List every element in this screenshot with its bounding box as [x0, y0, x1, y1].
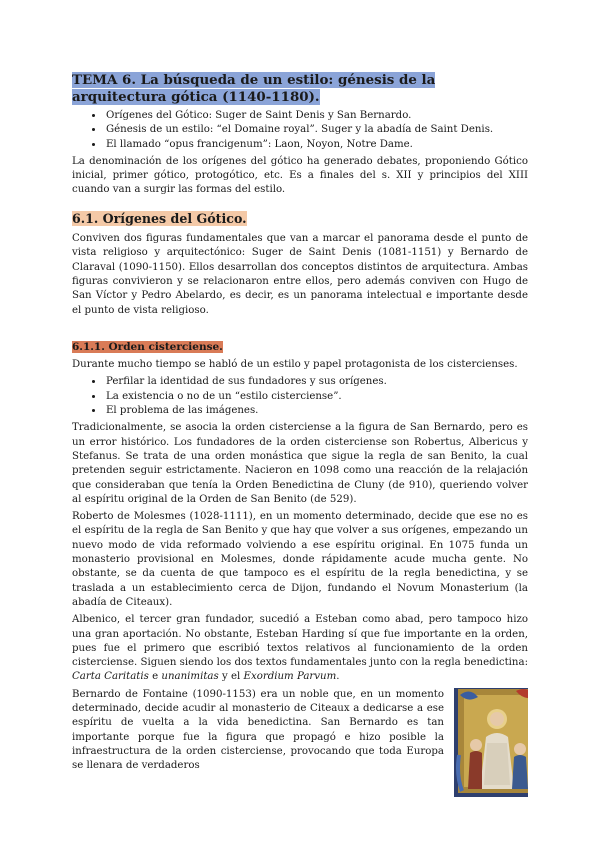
body-paragraph: Roberto de Molesmes (1028-1111), en un momento determinado, decide que ese no es el espíritu de la regla de San Benito y que hay que volver a sus orígenes, empezando un nuevo modo de vida reformado volviendo a ese espíritu original. En 1075 funda un monasterio provisional en Molesmes, donde rápidamente acude mucha gente. No obstante, se da cuenta de que tampoco es el espíritu de la regla benedictina, y se traslada a un establecimiento cerca de Dijon, fundando el Novum Monasterium (la abadía de Citeaux).	[72, 511, 528, 608]
page-title: TEMA 6. La búsqueda de un estilo: génesis de la arquitectura gótica (1140-1180).	[72, 72, 436, 105]
list-item: • Génesis de un estilo: “el Domaine royal”. Suger y la abadía de Saint Denis.	[104, 123, 528, 137]
list-item: • El problema de las imágenes.	[104, 404, 528, 418]
list-item: • El llamado “opus francigenum”: Laon, Noyon, Notre Dame.	[104, 138, 528, 152]
subsection-lead: Durante mucho tiempo se habló de un estilo y papel protagonista de los cistercienses.	[72, 359, 518, 371]
illuminated-manuscript-image	[454, 688, 528, 797]
list-item: • Orígenes del Gótico: Suger de Saint Denis y San Bernardo.	[104, 109, 528, 123]
document-page	[72, 72, 528, 797]
body-paragraph: Bernardo de Fontaine (1090-1153) era un noble que, en un momento determinado, decide acudir al monasterio de Citeaux a dedicarse a ese espíritu de vuelta a la vida benedictina. San Bernardo es tan importante porque fue la figura que propagó e hizo posible la infraestructura de la orden cisterciense, provocando que toda Europa se llenara de verdaderos	[72, 688, 444, 772]
section-heading: 6.1. Orígenes del Gótico.	[72, 210, 247, 226]
list-item: • La existencia o no de un “estilo cisterciense”.	[104, 390, 528, 404]
figure-wrap	[72, 688, 528, 797]
body-paragraph: Tradicionalmente, se asocia la orden cisterciense a la figura de San Bernardo, pero es un error histórico. Los fundadores de la orden cisterciense son Robertus, Albericus y Stefanus. Se trata de una orden monástica que sigue la regla de san Benito, la cual pretenden seguir estrictamente. Nacieron en 1098 como una reacción de la relajación que consideraban que tenía la Orden Benedictina de Cluny (de 910), queriendo volver al espíritu original de la Orden de San Benito (de 529).	[72, 422, 528, 505]
section-paragraph: Conviven dos figuras fundamentales que van a marcar el panorama desde el punto de vista religioso y arquitectónico: Suger de Saint Denis (1081-1151) y Bernardo de Claraval (1090-1150). Ellos desarrollan dos conceptos distintos de arquitectura. Ambas figuras convivieron y se relacionaron entre ellos, pero además conviven con Hugo de San Víctor y Pedro Abelardo, es decir, es un panorama intelectual e importante desde el punto de vista religioso.	[72, 233, 528, 316]
manuscript-illustration-icon	[454, 688, 528, 797]
intro-paragraph: La denominación de los orígenes del gótico ha generado debates, proponiendo Gótico inicial, primer gótico, protogótico, etc. Es a finales del s. XII y principios del XIII cuando van a surgir las formas del estilo.	[72, 155, 528, 196]
intro-bullet-list	[72, 109, 528, 152]
body-paragraph: Albenico, el tercer gran fundador, sucedió a Esteban como abad, pero tampoco hizo una gran aportación. No obstante, Esteban Harding sí que fue importante en la orden, pues fue el primero que escribió textos relativos al funcionamiento de la orden cisterciense. Siguen siendo los dos textos fundamentales junto con la regla benedictina: Carta Caritatis e unanimitas y el Exordium Parvum.	[72, 614, 528, 683]
subsection-heading: 6.1.1. Orden cisterciense.	[72, 340, 223, 353]
list-item: • Perfilar la identidad de sus fundadores y sus orígenes.	[104, 375, 528, 389]
subsection-bullet-list	[72, 375, 528, 418]
